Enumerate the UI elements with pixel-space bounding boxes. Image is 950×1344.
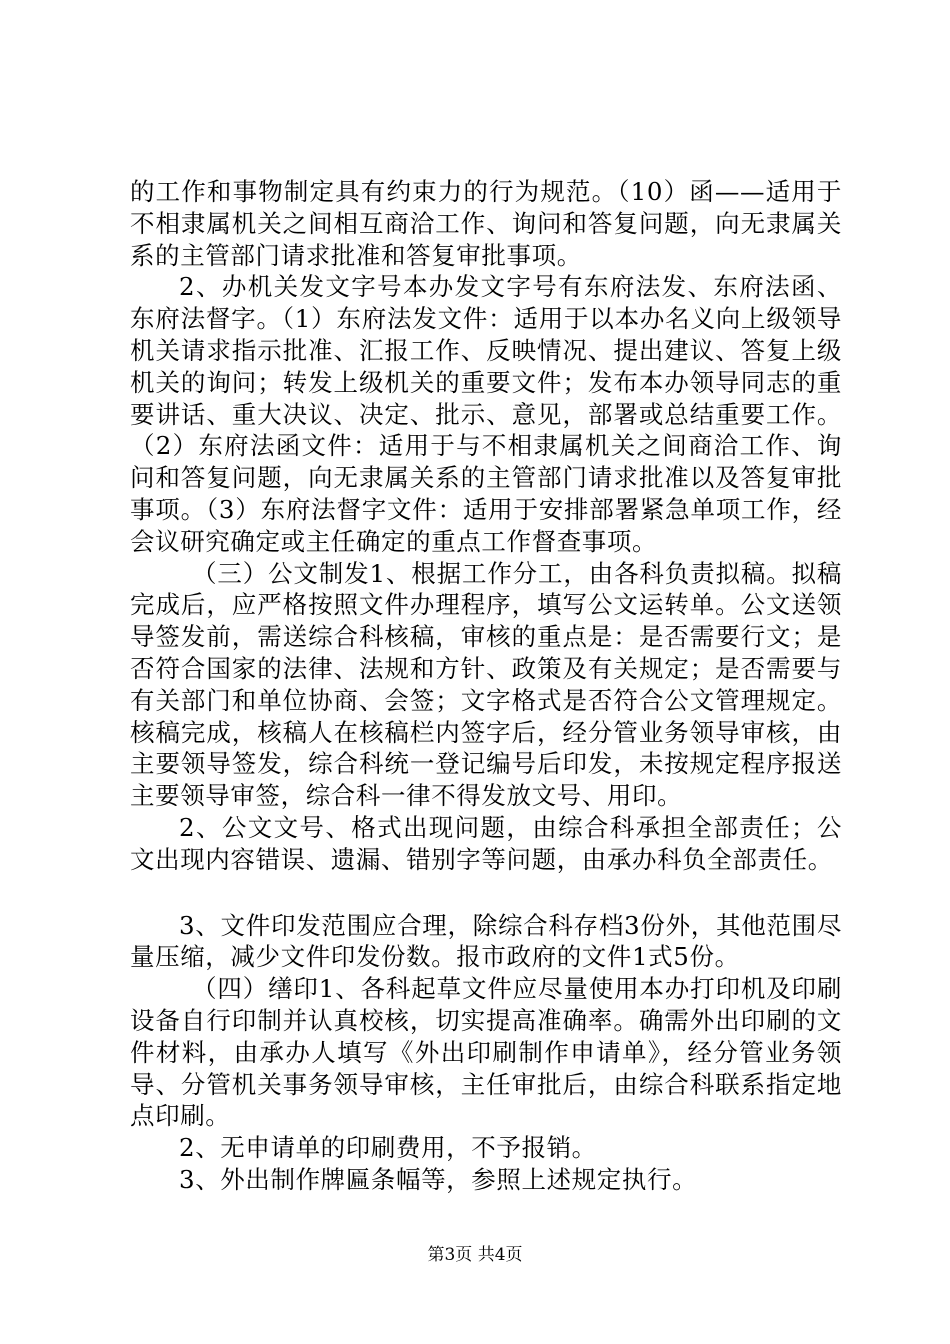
paragraph-printing-costs: 2、无申请单的印刷费用，不予报销。 [179, 1133, 597, 1163]
paragraph-spacer [130, 876, 842, 910]
paragraph-function-letter: 的工作和事物制定具有约束力的行为规范。（10）函——适用于不相隶属机关之间相互商洽工作、询问和答复问题，向无隶属关系的主管部门请求批准和答复审批事项。 [130, 177, 842, 270]
paragraph-document-numbers: 2、办机关发文字号本办发文字号有东府法发、东府法函、东府法督字。（1）东府法发文件：适用于以本办名义向上级领导机关请求指示批准、汇报工作、反映情况、提出建议、答复上级机关的询问；转发上级机关的重要文件；发布本办领导同志的重要讲话、重大决议、决定、批示、意见，部署或总结重要工作。（2）东府法函文件：适用于与不相隶属机关之间商洽工作、询问和答复问题，向无隶属关系的主管部门请求批准以及答复审批事项。（3）东府法督字文件：适用于安排部署紧急单项工作，经会议研究确定或主任确定的重点工作督查事项。 [130, 272, 843, 556]
paragraph-document-issuance: （三）公文制发1、根据工作分工，由各科负责拟稿。拟稿完成后，应严格按照文件办理程序，填写公文运转单。公文送领导签发前，需送综合科核稿，审核的重点是：是否需要行文；是否符合国家的法律、法规和方针、政策及有关规定；是否需要与有关部门和单位协商、会签；文字格式是否符合公文管理规定。核稿完成，核稿人在核稿栏内签字后，经分管业务领导审核，由主要领导签发，综合科统一登记编号后印发，未按规定程序报送主要领导审签，综合科一律不得发放文号、用印。 [130, 558, 842, 811]
paragraph-plaques-banners: 3、外出制作牌匾条幅等，参照上述规定执行。 [179, 1164, 698, 1194]
paragraph-printing: （四）缮印1、各科起草文件应尽量使用本办打印机及印刷设备自行印制并认真校核，切实提高准确率。确需外出印刷的文件材料，由承办人填写《外出印刷制作申请单》，经分管业务领导、分管机关事务领导审核，主任审批后，由综合科联系指定地点印刷。 [130, 974, 842, 1131]
page-number-footer: 第3页 共4页 [427, 1245, 523, 1265]
paragraph-distribution-scope: 3、文件印发范围应合理，除综合科存档3份外，其他范围尽量压缩，减少文件印发份数。报市政府的文件1式5份。 [130, 910, 842, 972]
document-body [130, 176, 842, 1196]
paragraph-responsibility: 2、公文文号、格式出现问题，由综合科承担全部责任；公文出现内容错误、遗漏、错别字等问题，由承办科负全部责任。 [130, 812, 842, 874]
